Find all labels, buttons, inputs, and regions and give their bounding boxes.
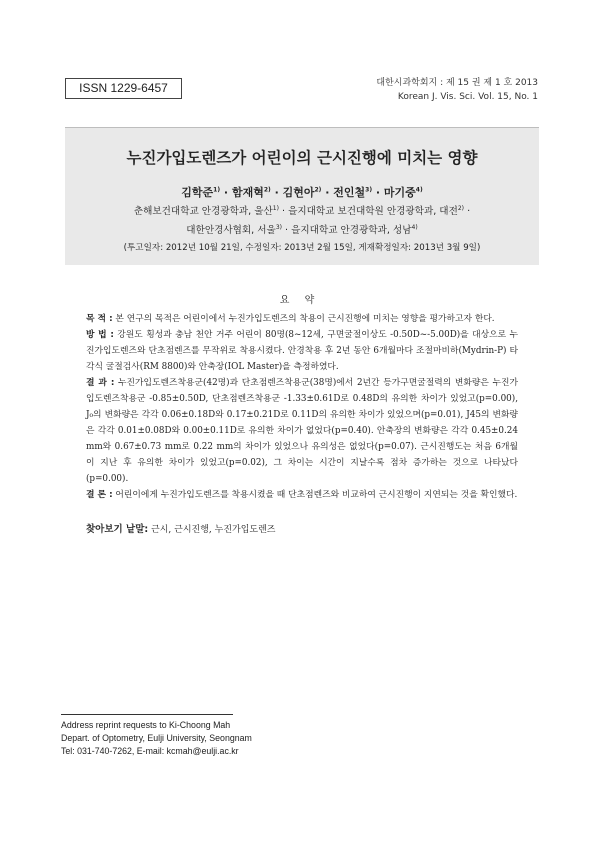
affiliation-sup: 4) xyxy=(411,223,418,231)
abstract-body xyxy=(86,311,518,503)
conclusion-label: 결 론 : xyxy=(86,490,113,500)
author-sup: 4) xyxy=(415,186,423,194)
journal-info xyxy=(376,76,538,104)
journal-korean: 대한시과학회지 : 제 15 권 제 1 호 2013 xyxy=(376,78,538,88)
footnote-line: Depart. of Optometry, Eulji University, Seongnam xyxy=(61,733,252,743)
affiliation-text: 춘해보건대학교 안경광학과, 울산 xyxy=(133,206,273,217)
affiliation-text: 대한안경사협회, 서울 xyxy=(186,225,276,236)
author-name: 김현아 xyxy=(282,186,315,199)
affiliation-sup: 2) xyxy=(457,204,465,212)
affiliation-line-1 xyxy=(65,203,539,217)
results-label: 결 과 : xyxy=(86,378,115,388)
author-name: 마기중 xyxy=(383,186,416,199)
purpose-text: 본 연구의 목적은 어린이에서 누진가입도렌즈의 착용이 근시진행에 미치는 영향을 평가하고자 한다. xyxy=(112,314,495,324)
author-name: 함재혁 xyxy=(231,186,264,199)
author-sup: 2) xyxy=(263,186,271,194)
affiliation-text: · 을지대학교 보건대학원 안경광학과, 대전 xyxy=(282,206,458,217)
title-block xyxy=(65,127,539,265)
paper-title: 누진가입도렌즈가 어린이의 근시진행에 미치는 영향 xyxy=(126,149,478,167)
affiliation-line-2 xyxy=(65,222,539,236)
footnote-line: Tel: 031-740-7262, E-mail: kcmah@eulji.ac.kr xyxy=(61,746,239,756)
correspondence-footnote xyxy=(61,719,252,758)
methods-text: 강원도 횡성과 충남 천안 거주 어린이 80명(8~12세, 구면굴절이상도 -0.50D~-5.00D)을 대상으로 누진가입도렌즈와 단초점렌즈를 무작위로 착용시켰다. 안경착용 후 2년 동안 6개월마다 조절마비하(Mydrin-P) 타각식 굴절검사(RM 8800)와 안축장(IOL Master)을 측정하였다. xyxy=(86,330,519,372)
keywords-value: 근시, 근시진행, 누진가입도렌즈 xyxy=(148,525,276,535)
author-name: 김학준 xyxy=(181,186,214,199)
affiliation-sup: 3) xyxy=(275,223,282,231)
purpose-label: 목 적 : xyxy=(86,314,113,324)
author-sup: 3) xyxy=(365,186,373,194)
keywords xyxy=(86,521,276,535)
abstract-results xyxy=(86,375,518,487)
author-name: 전인철 xyxy=(333,186,366,199)
affiliation-sup: 1) xyxy=(272,204,279,212)
affiliation-text: · 을지대학교 안경광학과, 성남 xyxy=(285,225,412,236)
abstract-conclusion xyxy=(86,487,518,503)
conclusion-text: 어린이에게 누진가입도렌즈를 착용시켰을 때 단초점렌즈와 비교하여 근시진행이 지연되는 것을 확인했다. xyxy=(112,490,518,500)
results-text: 누진가입도렌즈착용군(42명)과 단초점렌즈착용군(38명)에서 2년간 등가구면굴절력의 변화량은 누진가입도렌즈착용군 -0.85±0.50D, 단초점렌즈착용군 -1.33±0.61D로 0.48D의 유의한 차이가 있었고(p=0.00), J₀의 변화량은 각각 0.06±0.18D와 0.17±0.21D로 0.11D의 유의한 차이가 있었으며(p=0.01), J45의 변화량은 각각 0.01±0.08D와 0.00±0.11D로 유의한 차이가 없었다(p=0.40). 안축장의 변화량은 각각 0.45±0.24 mm와 0.67±0.73 mm로 0.22 mm의 차이가 있었으나 유의성은 없었다(p=0.07). 근시진행도는 처음 6개월이 지난 후 유의한 차이가 있었고(p=0.02), 그 차이는 시간이 지날수록 점차 증가하는 것으로 나타났다(p=0.00). xyxy=(86,378,519,484)
keywords-label: 찾아보기 낱말: xyxy=(86,524,149,535)
journal-english: Korean J. Vis. Sci. Vol. 15, No. 1 xyxy=(397,92,538,102)
author-list: 김학준$^{1)}$ · 함재혁$^{2)}$ · 김현아$^{2)}$ · 전인철$^{3)}$ · 마기중$^{4)}$ xyxy=(181,186,423,199)
author-sup: 2) xyxy=(314,186,322,194)
methods-label: 방 법 : xyxy=(86,330,114,340)
abstract-methods xyxy=(86,327,518,375)
affiliation-text: · xyxy=(464,206,471,217)
abstract-heading: 요 약 xyxy=(279,295,321,306)
abstract-purpose xyxy=(86,311,518,327)
issn-box: ISSN 1229-6457 xyxy=(65,78,182,99)
footnote-divider xyxy=(61,714,233,715)
footnote-line: Address reprint requests to Ki-Choong Mah xyxy=(61,720,231,730)
author-sup: 1) xyxy=(213,186,221,194)
submission-dates: (투고일자: 2012년 10월 21일, 수정일자: 2013년 2월 15일, 게재확정일자: 2013년 3월 9일) xyxy=(123,243,481,253)
